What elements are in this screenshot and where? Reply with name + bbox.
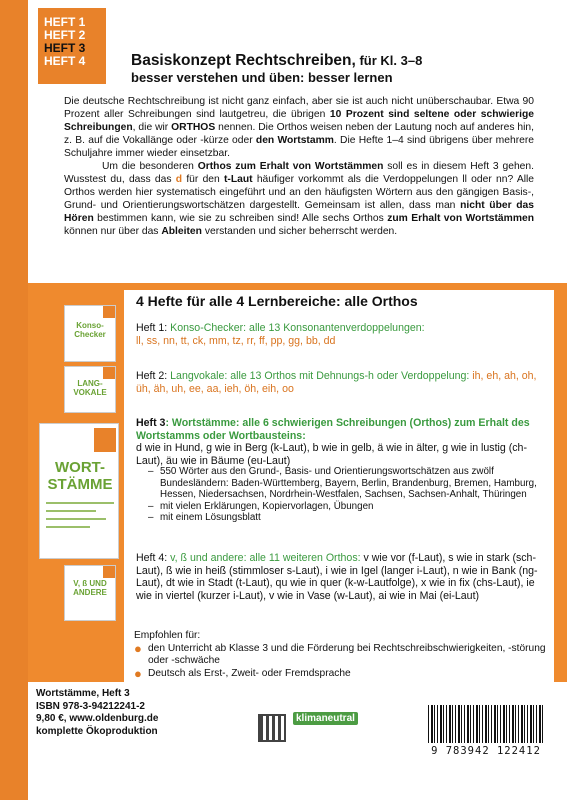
intro-paragraph-2: Um die besonderen Orthos zum Erhalt von Wortstämmen soll es in diesem Heft 3 gehen. Wusstest du, dass das d für den t-Laut häufiger vorkommt als die Verdoppelungen ll oder nn? Alle Orthos werden hier systematisch eingeführt und an den häufigsten Wörtern aus den gängigen Basis-, Grund- und Orientierungswortschätzen dargestellt. Gemeinsam ist allen, dass man nicht über das Hören bestimmen kann, wie sie zu schreiben sind! Alle sechs Orthos zum Erhalt von Wortstämmen können nur über das Ableiten verstanden und sicher beherrscht werden. [64,161,535,237]
page-title: Basiskonzept Rechtschreiben, für Kl. 3–8 [131,52,423,69]
publisher-info: Wortstämme, Heft 3 ISBN 978-3-94212241-2 9,80 €, www.oldenburg.de komplette Ökoproduktion [36,688,159,737]
cover-heft-2: LANG-VOKALE [64,366,116,413]
list-item: – mit vielen Erklärungen, Kopiervorlagen, Übungen [148,500,374,512]
intro-paragraph-1: Die deutsche Rechtschreibung ist nicht ganz einfach, aber sie ist auch nicht unüberschaubar. Etwa 90 Prozent aller Schreibungen sind lautgetreu, die übrigen 10 Prozent sind seltene oder schwierige Schreibungen, die wir ORTHOS nennen. Die Orthos weisen neben der Lautung noch auf anderes hin, z. B. auf die Vokallänge oder -kürze oder den Wortstamm. Die Hefte 1–4 sind übrigens über mehrere Schuljahre immer wieder einsetzbar. [64,96,535,159]
section-title: 4 Hefte für alle 4 Lernbereiche: alle Orthos [136,293,418,309]
bullet-dot-icon: ● [134,640,142,656]
badge-heft-2: HEFT 2 [44,28,86,42]
heft-1-entry: Heft 1: Konso-Checker: alle 13 Konsonantenverdoppelungen: ll, ss, nn, tt, ck, mm, tz, rr, ff, pp, gg, bb, dd [136,322,425,347]
badge-heft-1: HEFT 1 [44,15,86,29]
cover-heft-4: V, ß UND ANDERE [64,565,116,621]
list-item: ● den Unterricht ab Klasse 3 und die Förderung bei Rechtschreibschwierigkeiten, -störung oder -schwäche [134,640,546,666]
page-subtitle: besser verstehen und üben: besser lernen [131,70,393,85]
badge-heft-4: HEFT 4 [44,54,86,68]
list-item: ● Deutsch als Erst-, Zweit- oder Fremdsprache [134,665,351,681]
isbn-barcode: 9 783942 122412 [424,701,548,759]
heft-3-bullets [148,466,548,524]
bullet-dot-icon: ● [134,665,142,681]
recommendations [134,630,554,680]
cover-heft-3: WORT-STÄMME [39,423,119,559]
heft-3-entry: Heft 3: Wortstämme: alle 6 schwierigen Schreibungen (Orthos) zum Erhalt des Wortstamms oder Wortbausteins: d wie in Hund, g wie in Berg (k-Laut), b wie in gelb, ä wie in älter, g wie in lustig (ch-Laut), äu wie in Bäume (eu-Laut) [136,417,530,467]
intro-text [64,95,534,238]
orange-side-bar [0,0,28,800]
recommendations-title: Empfohlen für: [134,630,201,641]
badge-heft-3: HEFT 3 [44,41,86,55]
heft-2-entry: Heft 2: Langvokale: alle 13 Orthos mit Dehnungs-h oder Verdoppelung: ih, eh, ah, oh, üh, äh, uh, ee, aa, ieh, öh, eih, oo [136,370,537,395]
klimaneutral-logo: klimaneutral [293,712,363,742]
cover-heft-1: Konso-Checker [64,305,116,362]
heft-4-entry: Heft 4: v, ß und andere: alle 11 weiteren Orthos: v wie vor (f-Laut), s wie in stark (sch-Laut), ß wie in heiß (stimmloser s-Laut), i wie in Igel (langer i-Laut), n wie in Bank (ng-Laut), dt wie in Stadt (t-Laut), qu wie in quer (k-w-Lautfolge), x wie in fix (chs-Laut), ie wie in viertel (kurzer i-Laut), v wie in Vase (w-Laut), ai wie in Mai (ei-Laut) [136,552,538,602]
list-item: – 550 Wörter aus den Grund-, Basis- und Orientierungswortschätzen aus zwölf Bundesländern: Baden-Württemberg, Bayern, Berlin, Brandenburg, Bremen, Hamburg, Hessen, Niedersachsen, Nordrhein-Westfalen, Sachsen, Sachsen-Anhalt, Thüringen [148,466,537,501]
list-item: – mit einem Lösungsblatt [148,512,261,524]
heft-badge [38,8,106,84]
